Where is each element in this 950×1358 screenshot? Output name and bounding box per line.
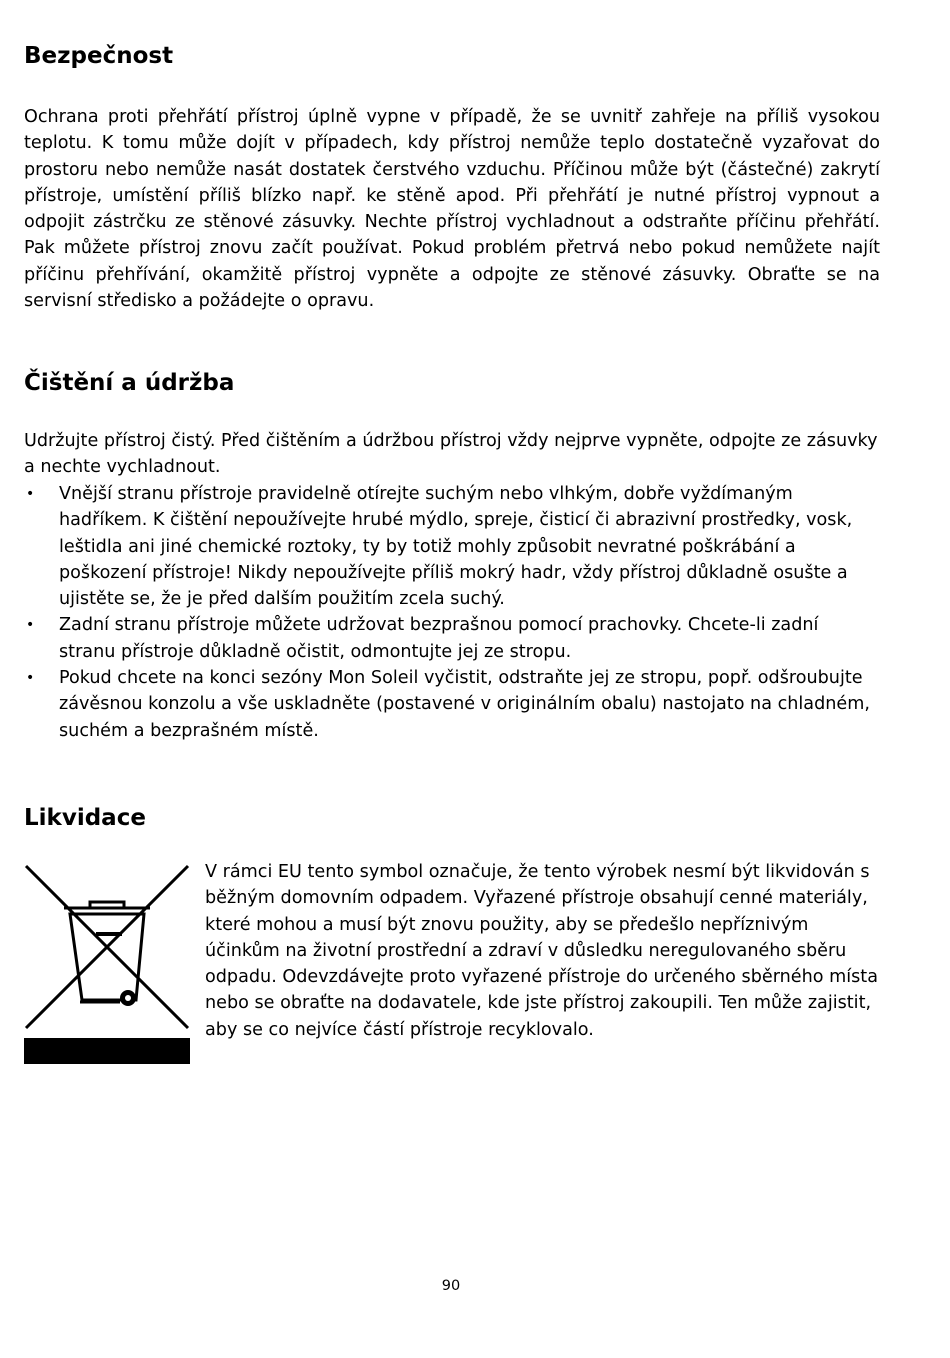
cleaning-bullet-list xyxy=(24,481,880,744)
crossed-out-wheelie-bin-icon xyxy=(24,864,190,1064)
list-item xyxy=(24,665,880,744)
list-item xyxy=(24,481,880,612)
cleaning-intro: Udržujte přístroj čistý. Před čištěním a údržbou přístroj vždy nejprve vypněte, odpojte ze zásuvky a nechte vychladnout. xyxy=(24,431,878,478)
page-number: 90 xyxy=(441,1278,461,1294)
disposal-paragraph: V rámci EU tento symbol označuje, že tento výrobek nesmí být likvidován s běžným domovním odpadem. Vyřazené přístroje obsahují cenné materiály, které mohou a musí být znovu použity, aby se předešlo nepříznivým účinkům na životní prostřední a zdraví v důsledku neregulovaného sběru odpadu. Odevzdávejte proto vyřazené přístroje do určeného sběrného místa nebo se obraťte na dodavatele, kde jste přístroj zakoupili. Ten může zajistit, aby se co nejvíce částí přístroje recyklovalo. xyxy=(205,862,878,1040)
bullet-text: Pokud chcete na konci sezóny Mon Soleil vyčistit, odstraňte jej ze stropu, popř. odšroubujte závěsnou konzolu a vše uskladněte (postavené v originálním obalu) nastojato na chladném, suchém a bezprašném místě. xyxy=(59,668,870,741)
bullet-icon: • xyxy=(26,617,35,634)
bullet-icon: • xyxy=(26,486,35,502)
bullet-icon: • xyxy=(26,670,35,687)
safety-paragraph: Ochrana proti přehřátí přístroj úplně vypne v případě, že se uvnitř zahřeje na příliš vysokou teplotu. K tomu může dojít v případech, kdy přístroj nemůže teplo dostatečně vyzařovat do prostoru nebo nemůže nasát dostatek čerstvého vzduchu. Příčinou může být (částečné) zakrytí přístroje, umístění příliš blízko např. ke stěně apod. Při přehřátí je nutné přístroj vypnout a odpojit zástrčku ze stěnové zásuvky. Nechte přístroj vychladnout a odstraňte příčinu přehřátí. Pak můžete přístroj znovu začít používat. Pokud problém přetrvá nebo pokud nemůžete najít příčinu přehřívání, okamžitě přístroj vypněte a odpojte ze stěnové zásuvky. Obraťte se na servisní středisko a požádejte o opravu. xyxy=(24,107,880,312)
bullet-text: Vnější stranu přístroje pravidelně otírejte suchým nebo vlhkým, dobře vyždímaným hadříkem. K čištění nepoužívejte hrubé mýdlo, spreje, čisticí či abrazivní prostředky, vosk, leštidla ani jiné chemické roztoky, ty by totiž mohly způsobit nevratné poškrábání a poškození přístroje! Nikdy nepoužívejte příliš mokrý hadr, vždy přístroj důkladně osušte a ujistěte se, že je před dalším použitím zcela suchý. xyxy=(59,484,853,610)
heading-safety: Bezpečnost xyxy=(24,43,174,69)
heading-cleaning: Čištění a údržba xyxy=(24,370,235,396)
list-item xyxy=(24,612,880,665)
bullet-text: Zadní stranu přístroje můžete udržovat bezprašnou pomocí prachovky. Chcete-li zadní stranu přístroje důkladně očistit, odmontujte jej ze stropu. xyxy=(59,615,819,662)
heading-disposal: Likvidace xyxy=(24,805,146,831)
